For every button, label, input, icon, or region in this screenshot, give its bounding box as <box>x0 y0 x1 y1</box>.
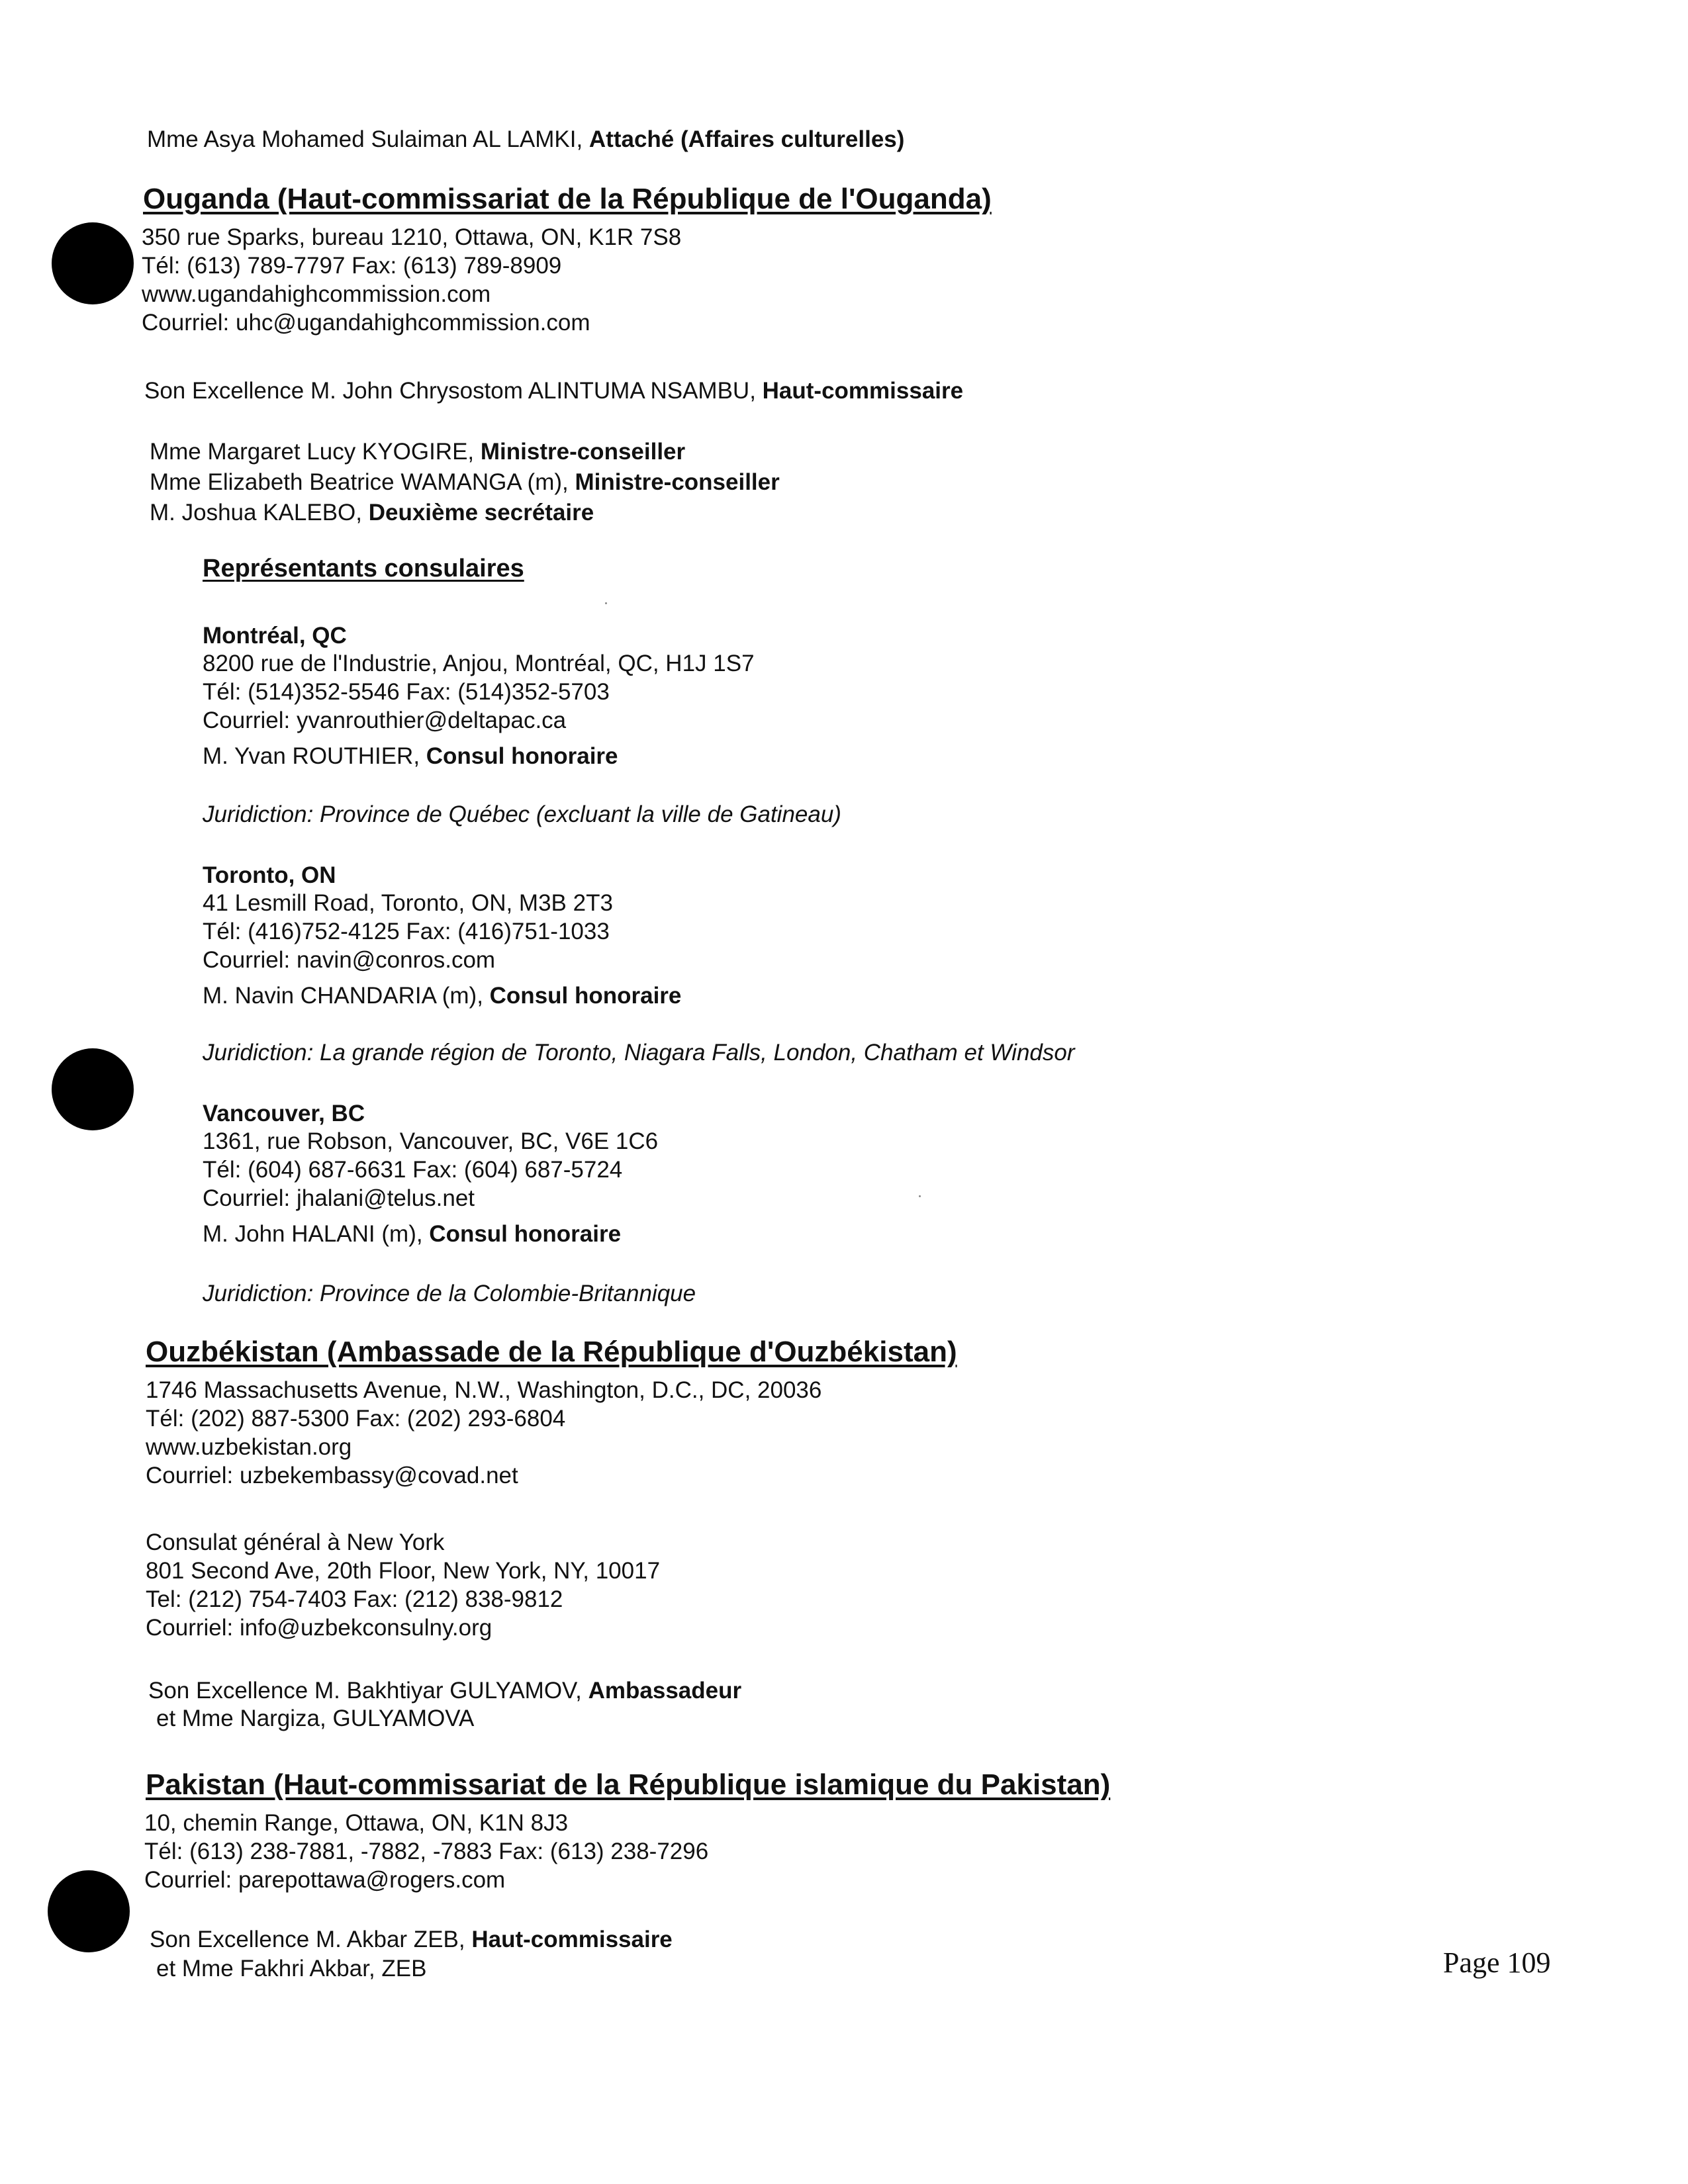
uzbekistan-heading: Ouzbékistan (Ambassade de la République d'Ouzbékistan) <box>146 1336 957 1368</box>
uganda-address: 350 rue Sparks, bureau 1210, Ottawa, ON, K1R 7S8 <box>142 224 682 250</box>
consul-name: M. Yvan ROUTHIER, <box>203 743 426 769</box>
uganda-email: Courriel: uhc@ugandahighcommission.com <box>142 310 590 336</box>
consul-title: Consul honoraire <box>429 1221 622 1247</box>
consulate-phone: Tél: (514)352-5546 Fax: (514)352-5703 <box>203 679 610 705</box>
scan-speck <box>919 1195 921 1197</box>
pakistan-phone: Tél: (613) 238-7881, -7882, -7883 Fax: (613) 238-7296 <box>144 1839 709 1864</box>
staff-name: M. Joshua KALEBO, <box>150 500 369 525</box>
consulate-consul <box>203 1220 621 1248</box>
uzbekistan-email: Courriel: uzbekembassy@covad.net <box>146 1463 518 1488</box>
consulate-address: 8200 rue de l'Industrie, Anjou, Montréal, QC, H1J 1S7 <box>203 651 755 676</box>
uzbekistan-phone: Tél: (202) 887-5300 Fax: (202) 293-6804 <box>146 1406 566 1432</box>
consulate-jurisdiction: Juridiction: Province de Québec (excluant la ville de Gatineau) <box>203 801 841 827</box>
pakistan-head-name: Son Excellence M. Akbar ZEB, <box>150 1927 472 1952</box>
staff-name: Mme Margaret Lucy KYOGIRE, <box>150 439 481 465</box>
uganda-head-name: Son Excellence M. John Chrysostom ALINTUMA NSAMBU, <box>144 378 763 404</box>
uzbekistan-head-name: Son Excellence M. Bakhtiyar GULYAMOV, <box>148 1678 588 1704</box>
staff-title: Ministre-conseiller <box>575 469 780 495</box>
consul-title: Consul honoraire <box>489 983 682 1009</box>
consulate-address: 41 Lesmill Road, Toronto, ON, M3B 2T3 <box>203 890 613 916</box>
consul-name: M. Navin CHANDARIA (m), <box>203 983 490 1009</box>
pakistan-head-title: Haut-commissaire <box>471 1927 673 1952</box>
pakistan-heading: Pakistan (Haut-commissariat de la République islamique du Pakistan) <box>146 1768 1111 1801</box>
consulate-consul <box>203 982 681 1010</box>
punch-hole-middle <box>52 1048 134 1130</box>
consulate-city-toronto: Toronto, ON <box>203 862 336 888</box>
consulate-consul <box>203 743 618 770</box>
uzbekistan-head-of-mission <box>148 1677 741 1705</box>
uganda-website: www.ugandahighcommission.com <box>142 281 491 307</box>
pakistan-head-spouse: et Mme Fakhri Akbar, ZEB <box>156 1956 427 1981</box>
top-entry-title: Attaché (Affaires culturelles) <box>588 126 905 152</box>
pakistan-email: Courriel: parepottawa@rogers.com <box>144 1867 506 1893</box>
punch-hole-bottom <box>48 1870 130 1952</box>
staff-title: Deuxième secrétaire <box>368 500 594 525</box>
consular-heading: Représentants consulaires <box>203 555 524 582</box>
staff-name: Mme Elizabeth Beatrice WAMANGA (m), <box>150 469 575 495</box>
consulate-phone: Tél: (604) 687-6631 Fax: (604) 687-5724 <box>203 1157 623 1183</box>
consulate-email: Courriel: jhalani@telus.net <box>203 1185 475 1211</box>
pakistan-head-of-mission <box>150 1926 673 1954</box>
uganda-heading: Ouganda (Haut-commissariat de la République de l'Ouganda) <box>143 183 992 215</box>
uganda-staff-3 <box>150 499 594 527</box>
uganda-head-of-mission <box>144 377 963 405</box>
consulate-address: 1361, rue Robson, Vancouver, BC, V6E 1C6 <box>203 1128 659 1154</box>
uganda-phone: Tél: (613) 789-7797 Fax: (613) 789-8909 <box>142 253 562 279</box>
scan-speck <box>605 602 607 604</box>
uzbekistan-consulate-phone: Tel: (212) 754-7403 Fax: (212) 838-9812 <box>146 1586 563 1612</box>
uzbekistan-consulate-email: Courriel: info@uzbekconsulny.org <box>146 1615 492 1641</box>
uganda-head-title: Haut-commissaire <box>762 378 964 404</box>
consulate-city-vancouver: Vancouver, BC <box>203 1101 365 1126</box>
uzbekistan-head-spouse: et Mme Nargiza, GULYAMOVA <box>156 1706 475 1731</box>
uganda-staff-2 <box>150 469 780 496</box>
top-entry <box>147 126 904 154</box>
page-number: Page 109 <box>1443 1946 1551 1979</box>
uganda-staff-1 <box>150 438 685 466</box>
uzbekistan-consulate-address: 801 Second Ave, 20th Floor, New York, NY, 10017 <box>146 1558 661 1584</box>
pakistan-address: 10, chemin Range, Ottawa, ON, K1N 8J3 <box>144 1810 569 1836</box>
uzbekistan-website: www.uzbekistan.org <box>146 1434 352 1460</box>
punch-hole-top <box>52 222 134 304</box>
consul-name: M. John HALANI (m), <box>203 1221 430 1247</box>
consulate-email: Courriel: navin@conros.com <box>203 947 496 973</box>
consulate-email: Courriel: yvanrouthier@deltapac.ca <box>203 707 567 733</box>
consulate-city-montreal: Montréal, QC <box>203 623 347 649</box>
top-entry-name: Mme Asya Mohamed Sulaiman AL LAMKI, <box>147 126 589 152</box>
consulate-jurisdiction: Juridiction: Province de la Colombie-Britannique <box>203 1281 696 1306</box>
uzbekistan-consulate-label: Consulat général à New York <box>146 1529 445 1555</box>
consul-title: Consul honoraire <box>426 743 618 769</box>
consulate-phone: Tél: (416)752-4125 Fax: (416)751-1033 <box>203 919 610 944</box>
uzbekistan-head-title: Ambassadeur <box>588 1678 742 1704</box>
uzbekistan-address: 1746 Massachusetts Avenue, N.W., Washington, D.C., DC, 20036 <box>146 1377 822 1403</box>
consulate-jurisdiction: Juridiction: La grande région de Toronto, Niagara Falls, London, Chatham et Windsor <box>203 1040 1075 1066</box>
staff-title: Ministre-conseiller <box>480 439 686 465</box>
